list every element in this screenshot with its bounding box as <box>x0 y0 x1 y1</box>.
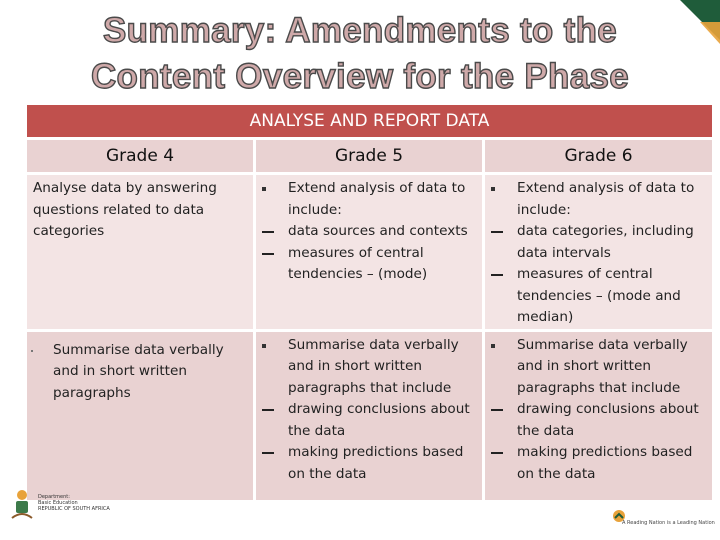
bullet-icon <box>31 350 33 352</box>
dash-icon <box>491 452 503 454</box>
dash-icon <box>491 231 503 233</box>
dash-icon <box>491 274 503 276</box>
row1-grade5-sub1: data sources and contexts <box>288 223 468 239</box>
bullet-icon <box>491 187 495 191</box>
row2-grade4-text: Summarise data verbally and in short written paragraphs <box>53 341 224 401</box>
list-item <box>485 178 712 221</box>
dash-icon <box>262 231 274 233</box>
list-item <box>256 335 482 400</box>
title-line-2: Content Overview for the Phase <box>90 57 630 96</box>
slide-title <box>0 8 720 100</box>
list-item <box>485 335 712 400</box>
row1-grade5-sub2: measures of central tendencies – (mode) <box>288 244 428 282</box>
title-line-1: Summary: Amendments to the <box>102 11 618 50</box>
row2-grade5-sub1: drawing conclusions about the data <box>288 401 470 439</box>
row2-grade6-sub1: drawing conclusions about the data <box>517 401 699 439</box>
row1-grade4-text: Analyse data by answering questions related to data categories <box>33 180 217 239</box>
row1-grade4-cell <box>26 174 255 331</box>
dash-icon <box>262 409 274 411</box>
sub-item <box>256 221 482 243</box>
list-item <box>27 340 253 405</box>
slogan-logo <box>612 508 715 527</box>
row2-grade5-sub2: making predictions based on the data <box>288 444 464 482</box>
bullet-icon <box>491 344 495 348</box>
bullet-icon <box>262 187 266 191</box>
table-row <box>26 174 714 331</box>
row1-grade6-cell <box>484 174 714 331</box>
row2-grade6-cell <box>484 330 714 501</box>
department-text <box>38 494 110 512</box>
department-line-2: Basic Education <box>38 500 78 506</box>
row1-grade5-main: Extend analysis of data to include: <box>288 180 466 218</box>
department-line-3: REPUBLIC OF SOUTH AFRICA <box>38 506 110 512</box>
row2-grade6-sub2: making predictions based on the data <box>517 444 693 482</box>
dash-icon <box>491 409 503 411</box>
sub-item <box>485 264 712 329</box>
slogan-text: A Reading Nation is a Leading Nation <box>622 520 715 526</box>
row1-grade5-cell <box>255 174 484 331</box>
row2-grade4-cell <box>26 330 255 501</box>
sub-item <box>256 399 482 442</box>
sub-item <box>485 221 712 264</box>
row1-grade6-sub1: data categories, including data intervals <box>517 223 694 261</box>
coat-of-arms-icon <box>10 488 34 522</box>
row2-grade6-main: Summarise data verbally and in short written paragraphs that include <box>517 336 688 396</box>
header-grade-5: Grade 5 <box>255 139 484 174</box>
row1-grade6-main: Extend analysis of data to include: <box>517 180 695 218</box>
header-grade-4: Grade 4 <box>26 139 255 174</box>
bullet-icon <box>262 344 266 348</box>
content-table <box>24 102 715 503</box>
dash-icon <box>262 253 274 255</box>
sub-item <box>256 442 482 485</box>
list-item <box>256 178 482 221</box>
dash-icon <box>262 452 274 454</box>
row2-grade5-cell <box>255 330 484 501</box>
header-grade-6: Grade 6 <box>484 139 714 174</box>
department-line-1: Department: <box>38 494 70 500</box>
sub-item <box>485 399 712 442</box>
row2-grade5-main: Summarise data verbally and in short written paragraphs that include <box>288 336 459 396</box>
table-banner: ANALYSE AND REPORT DATA <box>26 104 714 139</box>
sub-item <box>485 442 712 485</box>
department-logo <box>10 488 110 526</box>
row1-grade6-sub2: measures of central tendencies – (mode and median) <box>517 266 681 325</box>
sub-item <box>256 243 482 286</box>
table-row <box>26 330 714 501</box>
